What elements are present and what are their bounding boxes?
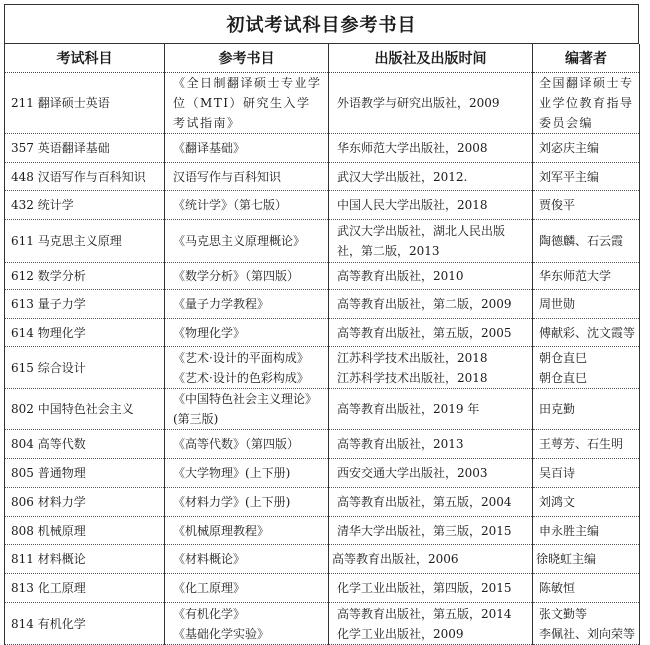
cell-publisher <box>329 263 533 290</box>
table-row <box>5 488 640 517</box>
cell-publisher-line: 外语教学与研究出版社，2009 <box>337 96 500 110</box>
cell-publisher-line: 西安交通大学出版社，2003 <box>337 466 488 480</box>
cell-subject: 808 机械原理 <box>5 517 165 545</box>
table-row <box>5 134 640 163</box>
cell-author-line: 刘军平主编 <box>539 169 600 184</box>
cell-book-line: 《全日制翻译硕士专业学位（MTI）研究生入学考试指南》 <box>173 76 322 130</box>
cell-publisher <box>329 517 533 545</box>
cell-book-line: 《化工原理》 <box>173 581 246 595</box>
table-row <box>5 574 640 603</box>
cell-author <box>533 545 640 574</box>
cell-book-line: 《物理化学》 <box>173 325 246 340</box>
cell-publisher-line: 江苏科学技术出版社，2018 <box>337 370 488 385</box>
cell-publisher <box>329 347 533 389</box>
cell-book <box>165 134 329 163</box>
cell-book-line: 《大学物理》(上下册) <box>173 466 291 480</box>
cell-book <box>165 488 329 517</box>
cell-author-line: 陶德麟、石云霞 <box>539 234 624 248</box>
cell-publisher <box>329 459 533 488</box>
cell-publisher <box>329 290 533 319</box>
cell-publisher <box>329 430 533 459</box>
table-row <box>5 430 640 459</box>
cell-publisher-line: 化学工业出版社，第四版，2015 <box>337 581 512 595</box>
cell-publisher-line: 高等教育出版社，2013 <box>337 437 464 451</box>
cell-publisher <box>329 488 533 517</box>
header-publisher: 出版社及出版时间 <box>329 44 533 73</box>
cell-book <box>165 389 329 430</box>
cell-book <box>165 430 329 459</box>
cell-author-line: 吴百诗 <box>539 466 576 480</box>
cell-book <box>165 191 329 220</box>
cell-author-line: 贾俊平 <box>539 198 576 212</box>
cell-book-line: 《材料概论》 <box>173 552 246 566</box>
cell-author <box>533 517 640 545</box>
cell-book-line: 《基础化学实验》 <box>173 626 270 641</box>
table-row <box>5 545 640 574</box>
cell-author <box>533 220 640 263</box>
cell-author <box>533 430 640 459</box>
cell-publisher-line: 高等教育出版社，2019 年 <box>337 402 480 416</box>
table-row <box>5 347 640 389</box>
cell-book <box>165 220 329 263</box>
cell-book-line: 《材料力学》(上下册) <box>173 495 291 509</box>
cell-book <box>165 290 329 319</box>
header-subject: 考试科目 <box>5 44 165 73</box>
cell-author <box>533 263 640 290</box>
cell-subject: 211 翻译硕士英语 <box>5 73 165 134</box>
cell-publisher-line: 高等教育出版社，第五版，2005 <box>337 325 512 340</box>
cell-book-line: 《艺术·设计的平面构成》 <box>173 350 309 365</box>
cell-author-line: 傅献彩、沈文霞等 <box>539 325 636 340</box>
cell-publisher-line: 武汉大学出版社，湖北人民出版社，第二版，2013 <box>337 224 506 258</box>
cell-subject: 811 材料概论 <box>5 545 165 574</box>
cell-subject: 813 化工原理 <box>5 574 165 603</box>
cell-publisher-line: 高等教育出版社，第二版，2009 <box>337 297 512 311</box>
table-row <box>5 517 640 545</box>
cell-book-line: 《马克思主义原理概论》 <box>173 234 306 248</box>
cell-author-line: 陈敏恒 <box>539 581 576 595</box>
cell-publisher <box>329 603 533 645</box>
cell-publisher-line: 高等教育出版社，第五版，2014 <box>337 606 512 621</box>
cell-subject: 806 材料力学 <box>5 488 165 517</box>
cell-subject: 805 普通物理 <box>5 459 165 488</box>
cell-author-line: 李佩社、刘向荣等 <box>539 626 636 641</box>
cell-book <box>165 319 329 347</box>
cell-author <box>533 389 640 430</box>
cell-publisher <box>329 191 533 220</box>
cell-book <box>165 73 329 134</box>
cell-book <box>165 603 329 645</box>
cell-book-line: 《统计学》（第七版） <box>173 198 288 212</box>
table-row <box>5 459 640 488</box>
table-row <box>5 73 640 134</box>
cell-author <box>533 319 640 347</box>
cell-author <box>533 347 640 389</box>
cell-author-line: 王萼芳、石生明 <box>539 437 624 451</box>
cell-author-line: 华东师范大学 <box>539 269 612 283</box>
cell-subject: 432 统计学 <box>5 191 165 220</box>
cell-subject: 804 高等代数 <box>5 430 165 459</box>
cell-subject: 612 数学分析 <box>5 263 165 290</box>
table-row <box>5 603 640 645</box>
cell-author-line: 田克勤 <box>539 402 576 416</box>
cell-book <box>165 347 329 389</box>
cell-subject: 357 英语翻译基础 <box>5 134 165 163</box>
cell-publisher-line: 中国人民大学出版社，2018 <box>337 198 488 212</box>
cell-author-line: 刘鸿文 <box>539 495 576 509</box>
cell-subject: 814 有机化学 <box>5 603 165 645</box>
cell-subject: 802 中国特色社会主义 <box>5 389 165 430</box>
cell-book-line: 《中国特色社会主义理论》(第三版) <box>173 392 318 426</box>
cell-book-line: 《有机化学》 <box>173 606 246 621</box>
cell-book <box>165 545 329 574</box>
cell-publisher <box>329 163 533 191</box>
cell-publisher <box>329 545 533 574</box>
cell-book <box>165 459 329 488</box>
cell-author <box>533 290 640 319</box>
cell-book <box>165 263 329 290</box>
cell-book <box>165 517 329 545</box>
cell-publisher <box>329 574 533 603</box>
cell-publisher <box>329 319 533 347</box>
table-row <box>5 389 640 430</box>
header-author: 编著者 <box>533 44 640 73</box>
cell-book-line: 《艺术·设计的色彩构成》 <box>173 370 309 385</box>
cell-subject: 614 物理化学 <box>5 319 165 347</box>
cell-publisher <box>329 389 533 430</box>
cell-author-line: 徐晓虹主编 <box>536 552 597 566</box>
cell-book <box>165 574 329 603</box>
cell-publisher-line: 江苏科学技术出版社，2018 <box>337 350 488 365</box>
cell-publisher-line: 高等教育出版社，第五版，2004 <box>337 495 512 509</box>
cell-publisher-line: 华东师范大学出版社，2008 <box>337 141 488 155</box>
header-books: 参考书目 <box>165 44 329 73</box>
cell-subject: 611 马克思主义原理 <box>5 220 165 263</box>
cell-author-line: 张文勤等 <box>539 606 588 621</box>
cell-author <box>533 459 640 488</box>
reference-books-document <box>4 4 639 645</box>
table-body <box>5 73 640 645</box>
cell-publisher-line: 高等教育出版社，2006 <box>332 552 459 566</box>
cell-author-line: 朝仓直巳 <box>539 350 588 365</box>
table-row <box>5 163 640 191</box>
cell-author <box>533 134 640 163</box>
cell-book-line: 《机械原理教程》 <box>173 523 270 538</box>
cell-author <box>533 163 640 191</box>
cell-author-line: 朝仓直巳 <box>539 370 588 385</box>
document-title: 初试考试科目参考书目 <box>4 4 639 44</box>
cell-book-line: 汉语写作与百科知识 <box>173 169 282 184</box>
table-row <box>5 191 640 220</box>
cell-author <box>533 73 640 134</box>
cell-book-line: 《数学分析》（第四版） <box>173 269 300 283</box>
cell-publisher-line: 化学工业出版社，2009 <box>337 626 464 641</box>
cell-author-line: 刘宓庆主编 <box>539 141 600 155</box>
cell-author <box>533 603 640 645</box>
table-header-row <box>5 44 640 73</box>
table-row <box>5 319 640 347</box>
cell-book <box>165 163 329 191</box>
cell-author-line: 申永胜主编 <box>539 523 600 538</box>
cell-book-line: 《翻译基础》 <box>173 141 246 155</box>
cell-publisher <box>329 73 533 134</box>
cell-book-line: 《高等代数》（第四版） <box>173 437 300 451</box>
cell-publisher-line: 武汉大学出版社，2012. <box>337 169 468 184</box>
reference-books-table <box>4 44 640 645</box>
table-row <box>5 220 640 263</box>
cell-author-line: 周世勋 <box>539 297 576 311</box>
cell-publisher-line: 高等教育出版社，2010 <box>337 269 464 283</box>
cell-author <box>533 488 640 517</box>
cell-subject: 613 量子力学 <box>5 290 165 319</box>
cell-subject: 615 综合设计 <box>5 347 165 389</box>
cell-author <box>533 191 640 220</box>
cell-author-line: 全国翻译硕士专业学位教育指导委员会编 <box>539 76 634 130</box>
table-row <box>5 290 640 319</box>
cell-publisher <box>329 220 533 263</box>
cell-author <box>533 574 640 603</box>
cell-publisher-line: 清华大学出版社，第三版，2015 <box>337 523 512 538</box>
cell-subject: 448 汉语写作与百科知识 <box>5 163 165 191</box>
cell-book-line: 《量子力学教程》 <box>173 297 270 311</box>
cell-publisher <box>329 134 533 163</box>
table-row <box>5 263 640 290</box>
